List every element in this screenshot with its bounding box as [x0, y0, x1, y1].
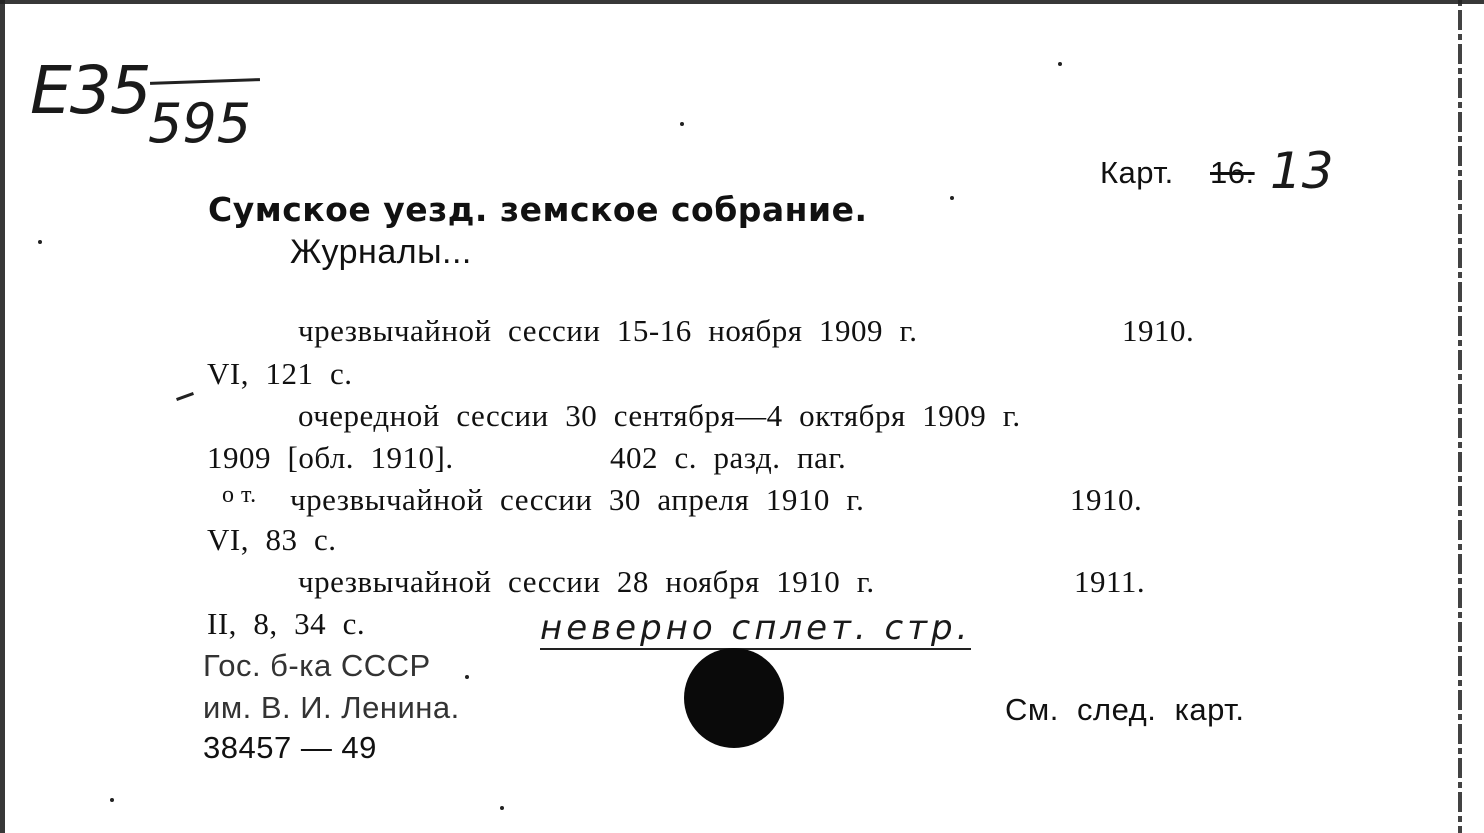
- punch-hole: [684, 648, 784, 748]
- speck: [110, 798, 114, 802]
- speck: [950, 196, 954, 200]
- entry-1-year: 1910.: [1122, 313, 1195, 348]
- call-number-bottom: 595: [148, 92, 252, 155]
- entry-4-year: 1911.: [1074, 564, 1146, 599]
- title-heading: Журналы...: [290, 233, 472, 271]
- entry-1-line2: VI, 121 с.: [207, 356, 353, 391]
- handwritten-correction: неверно сплет. стр.: [540, 608, 972, 648]
- card-label: Карт.: [1100, 155, 1174, 190]
- entry-4-line1: чрезвычайной сессии 28 ноября 1910 г.: [298, 564, 875, 599]
- speck: [500, 806, 504, 810]
- author-heading: Сумское уезд. земское собрание.: [208, 190, 868, 229]
- call-number-rule: [150, 78, 260, 85]
- entry-2-line2: 1909 [обл. 1910].: [207, 440, 454, 475]
- entry-3-line1: чрезвычайной сессии 30 апреля 1910 г.: [290, 482, 865, 517]
- card-edge-top: [0, 0, 1484, 4]
- library-stamp-line1: Гос. б-ка СССР: [203, 648, 431, 683]
- entry-3-line2: VI, 83 с.: [207, 522, 337, 557]
- card-number-handwritten: 13: [1270, 142, 1334, 200]
- speck: [465, 675, 469, 679]
- speck: [680, 122, 684, 126]
- card-number-crossed: 16.: [1210, 155, 1255, 190]
- entry-2-line1: очередной сессии 30 сентября—4 октября 1909 г.: [298, 398, 1021, 433]
- entry-2-pages: 402 с. разд. паг.: [610, 440, 847, 475]
- pen-mark: [176, 392, 194, 401]
- see-next-card: См. след. карт.: [1005, 692, 1245, 727]
- entry-4-line2: II, 8, 34 с.: [207, 606, 366, 641]
- entry-1-line1: чрезвычайной сессии 15-16 ноября 1909 г.: [298, 313, 918, 348]
- speck: [1058, 62, 1062, 66]
- card-edge-left: [0, 0, 5, 833]
- card-edge-right: [1458, 0, 1462, 833]
- entry-3-year: 1910.: [1070, 482, 1143, 517]
- entry-3-mark: о т.: [222, 482, 257, 508]
- call-number-top: Е35: [30, 52, 150, 129]
- library-stamp-line2: им. В. И. Ленина.: [203, 690, 460, 725]
- stamp-number: 38457 — 49: [203, 730, 377, 765]
- speck: [38, 240, 42, 244]
